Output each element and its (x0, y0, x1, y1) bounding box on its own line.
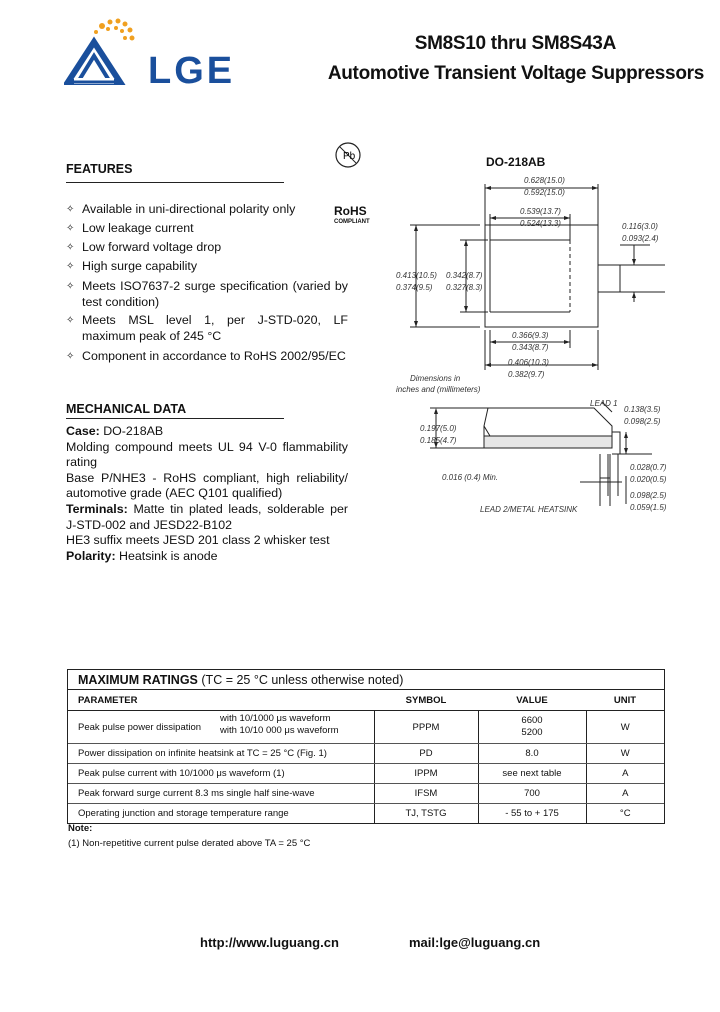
base-line: Base P/NHE3 - RoHS compliant, high reliability/ automotive grade (AEC Q101 qualified) (66, 470, 348, 501)
dim-note-1: Dimensions in (410, 374, 461, 383)
dim-base-top: 0.406(10.3) (508, 358, 549, 367)
dim-lead-heatsink: LEAD 2/METAL HEATSINK (480, 505, 578, 514)
dim-side-d-bot: 0.059(1.5) (630, 503, 667, 512)
email-link[interactable]: mail:lge@luguang.cn (409, 935, 541, 950)
svg-text:Pb: Pb (343, 151, 356, 162)
product-subtitle: Automotive Transient Voltage Suppressors (327, 63, 704, 84)
feature-item: ✧ Low leakage current (66, 219, 348, 238)
value-cell: 6600 (521, 715, 543, 726)
symbol-cell: PD (374, 744, 478, 764)
features-heading: FEATURES (66, 162, 133, 176)
notes-heading: Note: (68, 823, 93, 834)
polarity-value: Heatsink is anode (119, 548, 218, 563)
case-value: DO-218AB (103, 424, 164, 438)
dim-length-bot: 0.592(15.0) (524, 188, 565, 197)
param-sub: with 10/10 000 μs waveform (220, 725, 339, 736)
param-text: Peak forward surge current 8.3 ms single half sine-wave (68, 784, 374, 804)
value-cell: 700 (478, 784, 586, 804)
product-title: SM8S10 thru SM8S43A (414, 33, 616, 54)
dim-lead-top: 0.116(3.0) (622, 222, 658, 231)
dim-height-bot: 0.374(9.5) (396, 283, 433, 292)
header-parameter: PARAMETER (68, 690, 374, 711)
dim-pad-bot: 0.343(8.7) (512, 343, 549, 352)
symbol-cell: IFSM (374, 784, 478, 804)
terminals-line (66, 502, 348, 533)
dim-inner-top: 0.342(8.7) (446, 271, 483, 280)
dim-side-c-bot: 0.020(0.5) (630, 475, 667, 484)
feature-item: ✧ Meets ISO7637-2 surge specification (varied by test condition) (66, 279, 348, 310)
terminals-label: Terminals: (66, 501, 128, 516)
feature-item: ✧ Low forward voltage drop (66, 238, 348, 257)
dim-base-bot: 0.382(9.7) (508, 370, 545, 379)
unit-cell: A (586, 764, 664, 784)
dim-note-2: inches and (millimeters) (396, 385, 481, 394)
feature-item: ✧ Available in uni-directional polarity only (66, 200, 348, 219)
lge-logo-icon (64, 12, 144, 92)
dim-side-d-top: 0.098(2.5) (630, 491, 667, 500)
ratings-condition: (TC = 25 °C unless otherwise noted) (201, 673, 404, 687)
he3-line: HE3 suffix meets JESD 201 class 2 whisker test (66, 533, 330, 548)
rohs-compliant: COMPLIANT (334, 219, 370, 225)
dim-side-a-top: 0.138(3.5) (624, 405, 661, 414)
ratings-title: MAXIMUM RATINGS (78, 673, 198, 687)
header-value: VALUE (478, 690, 586, 711)
case-label: Case: (66, 424, 100, 438)
symbol-cell: IPPM (374, 764, 478, 784)
dim-body-bot: 0.524(13.3) (520, 219, 561, 228)
dim-lead1: LEAD 1 (590, 399, 618, 408)
table-row (68, 744, 664, 764)
unit-cell: °C (586, 804, 664, 824)
dim-lead-bot: 0.093(2.4) (622, 234, 659, 243)
features-rule (66, 182, 284, 183)
symbol-cell: PPPM (374, 711, 478, 744)
unit-cell: A (586, 784, 664, 804)
table-row (68, 764, 664, 784)
dim-side-b-top: 0.197(5.0) (420, 424, 457, 433)
table-row (68, 711, 664, 744)
mechanical-rule (66, 418, 284, 419)
dim-length-top: 0.628(15.0) (524, 176, 565, 185)
dim-height-top: 0.413(10.5) (396, 271, 437, 280)
notes (68, 821, 310, 851)
header-unit: UNIT (586, 690, 664, 711)
value-cell: - 55 to + 175 (478, 804, 586, 824)
polarity-label: Polarity: (66, 548, 116, 563)
header-symbol: SYMBOL (374, 690, 478, 711)
pb-free-icon (333, 140, 363, 175)
mechanical-data (66, 424, 348, 564)
unit-cell: W (586, 744, 664, 764)
dim-side-a-bot: 0.098(2.5) (624, 417, 661, 426)
param-sub: with 10/1000 μs waveform (220, 713, 331, 724)
dim-min-lead: 0.016 (0.4) Min. (442, 473, 499, 482)
value-cell: 5200 (521, 727, 543, 738)
feature-item: ✧ Meets MSL level 1, per J-STD-020, LF maximum peak of 245 °C (66, 313, 348, 344)
param-text: Peak pulse power dissipation (78, 721, 202, 733)
feature-item: ✧ Component in accordance to RoHS 2002/95/EC (66, 347, 348, 366)
value-cell: see next table (478, 764, 586, 784)
param-text: Power dissipation on infinite heatsink at TC = 25 °C (Fig. 1) (68, 744, 374, 764)
rohs-label: RoHS (334, 204, 367, 218)
logo-text: LGE (148, 50, 236, 92)
ratings-table (67, 669, 665, 824)
dim-side-c-top: 0.028(0.7) (630, 463, 667, 472)
symbol-cell: TJ, TSTG (374, 804, 478, 824)
feature-item: ✧ High surge capability (66, 257, 348, 276)
polarity-line (66, 549, 348, 565)
ratings-title-cell (68, 670, 664, 690)
param-text: Operating junction and storage temperature range (78, 808, 289, 819)
case-line (66, 424, 348, 440)
package-name: DO-218AB (486, 155, 546, 169)
dim-body-top: 0.539(13.7) (520, 207, 561, 216)
mechanical-heading: MECHANICAL DATA (66, 402, 187, 416)
dim-pad-top: 0.366(9.3) (512, 331, 549, 340)
note-1: (1) Non-repetitive current pulse derated above TA = 25 °C (68, 838, 311, 849)
features-list (66, 200, 348, 366)
param-text: Peak pulse current with 10/1000 μs waveform (1) (68, 764, 374, 784)
terminals-value: Matte tin plated leads, solderable per J-STD-002 and JESD22-B102 (66, 501, 348, 532)
logo (64, 12, 144, 92)
table-row (68, 784, 664, 804)
value-cell: 8.0 (478, 744, 586, 764)
molding-line: Molding compound meets UL 94 V-0 flammability rating (66, 439, 348, 470)
dim-side-b-bot: 0.185(4.7) (420, 436, 457, 445)
dim-inner-bot: 0.327(8.3) (446, 283, 483, 292)
unit-cell: W (586, 711, 664, 744)
website-link[interactable]: http://www.luguang.cn (200, 935, 339, 950)
